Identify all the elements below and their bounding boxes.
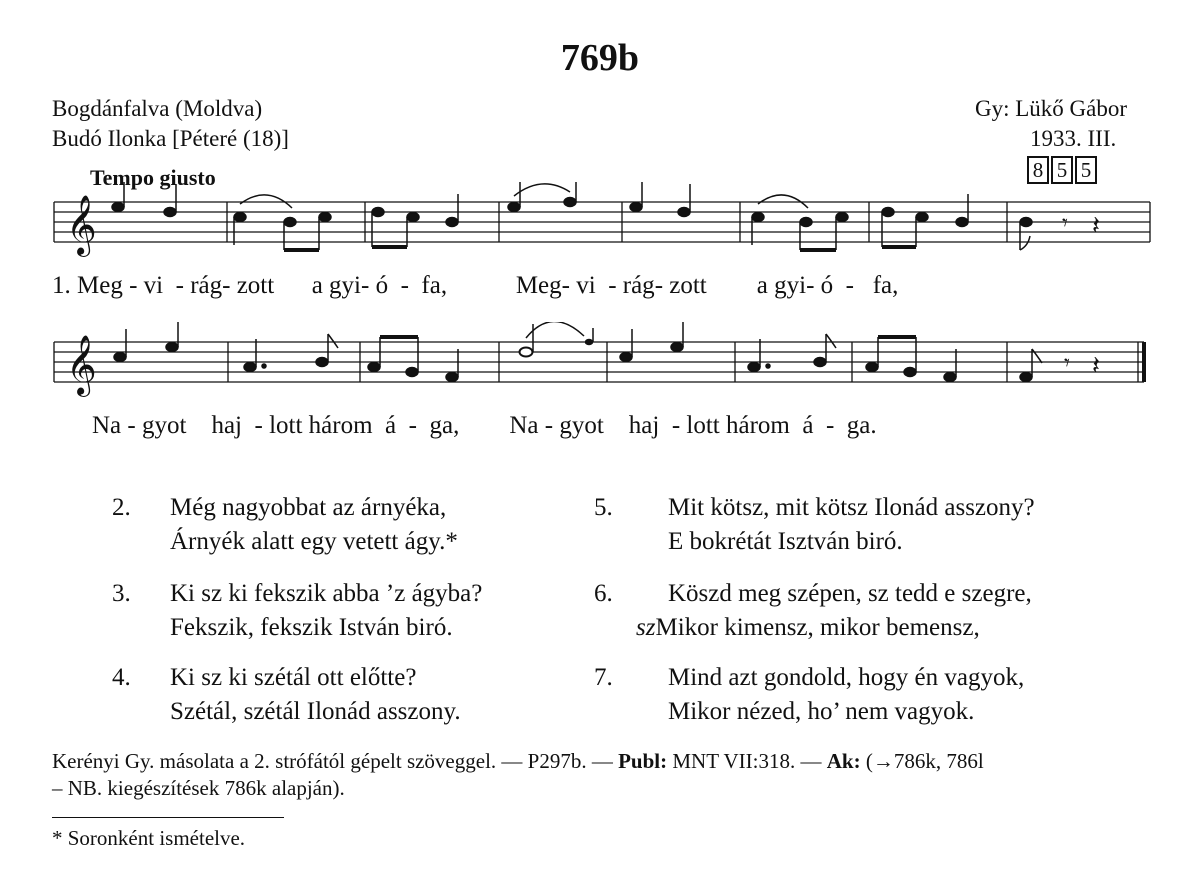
page-title: 769b [560, 37, 640, 79]
music-staff-1 [52, 182, 1152, 262]
footnote: * Soronként ismételve. [52, 826, 246, 850]
verse-line: szMikor kimensz, mikor bemensz, [636, 614, 980, 641]
verse-line: Ki sz ki fekszik abba ’z ágyba? [170, 580, 483, 607]
verse-number: 2. [112, 494, 131, 521]
svg-text:𝄽: 𝄽 [1092, 211, 1100, 241]
verse-line: Fekszik, fekszik István biró. [170, 614, 453, 641]
lyrics-line-1: 1. Meg - vi - rág- zott a gyi- ó - fa, Meg- vi - rág- zott a gyi- ó - fa, [52, 272, 899, 299]
svg-text:𝄞: 𝄞 [66, 335, 97, 395]
verse-line: E bokrétát Isztván biró. [668, 528, 903, 555]
footnote-divider [52, 817, 284, 818]
verse-line: Mit kötsz, mit kötsz Ilonád asszony? [668, 494, 1035, 521]
verse-number: 5. [594, 494, 613, 521]
place-label: Bogdánfalva (Moldva) [52, 96, 263, 121]
svg-text:𝄾: 𝄾 [1064, 350, 1070, 375]
verse-line: Szétál, szétál Ilonád asszony. [170, 698, 461, 725]
verse-number: 4. [112, 664, 131, 691]
verse-line: Ki sz ki szétál ott előtte? [170, 664, 417, 691]
syllable-box: 5 [1051, 156, 1073, 184]
date-label: 1933. III. [1030, 126, 1117, 151]
source-note-line-2: – NB. kiegészítések 786k alapján). [52, 776, 345, 800]
syllable-box: 8 [1027, 156, 1049, 184]
verse-number: 3. [112, 580, 131, 607]
syllable-count-boxes [1027, 156, 1097, 184]
music-staff-2 [52, 322, 1152, 402]
tempo-marking: Tempo giusto [90, 165, 216, 190]
syllable-box: 5 [1075, 156, 1097, 184]
verse-number: 7. [594, 664, 613, 691]
collector-label: Gy: Lükő Gábor [975, 96, 1128, 121]
svg-text:𝄽: 𝄽 [1092, 351, 1100, 381]
verse-line: Köszd meg szépen, sz tedd e szegre, [668, 580, 1032, 607]
verse-line: Mind azt gondold, hogy én vagyok, [668, 664, 1025, 691]
verse-number: 6. [594, 580, 613, 607]
treble-clef-icon: 𝄞 [66, 195, 97, 255]
verse-line: Árnyék alatt egy vetett ágy.* [170, 528, 458, 555]
lyrics-line-2: Na - gyot haj - lott három á - ga, Na - gyot haj - lott három á - ga. [92, 412, 877, 439]
verse-line: Még nagyobbat az árnyéka, [170, 494, 447, 521]
svg-text:𝄾: 𝄾 [1062, 210, 1068, 235]
source-note-line-1: Kerényi Gy. másolata a 2. strófától gépelt szöveggel. — P297b. — Publ: MNT VII:318. — Ak: (→786k, 786l [52, 749, 984, 773]
singer-label: Budó Ilonka [Péteré (18)] [52, 126, 289, 151]
verse-line: Mikor nézed, ho’ nem vagyok. [668, 698, 975, 725]
